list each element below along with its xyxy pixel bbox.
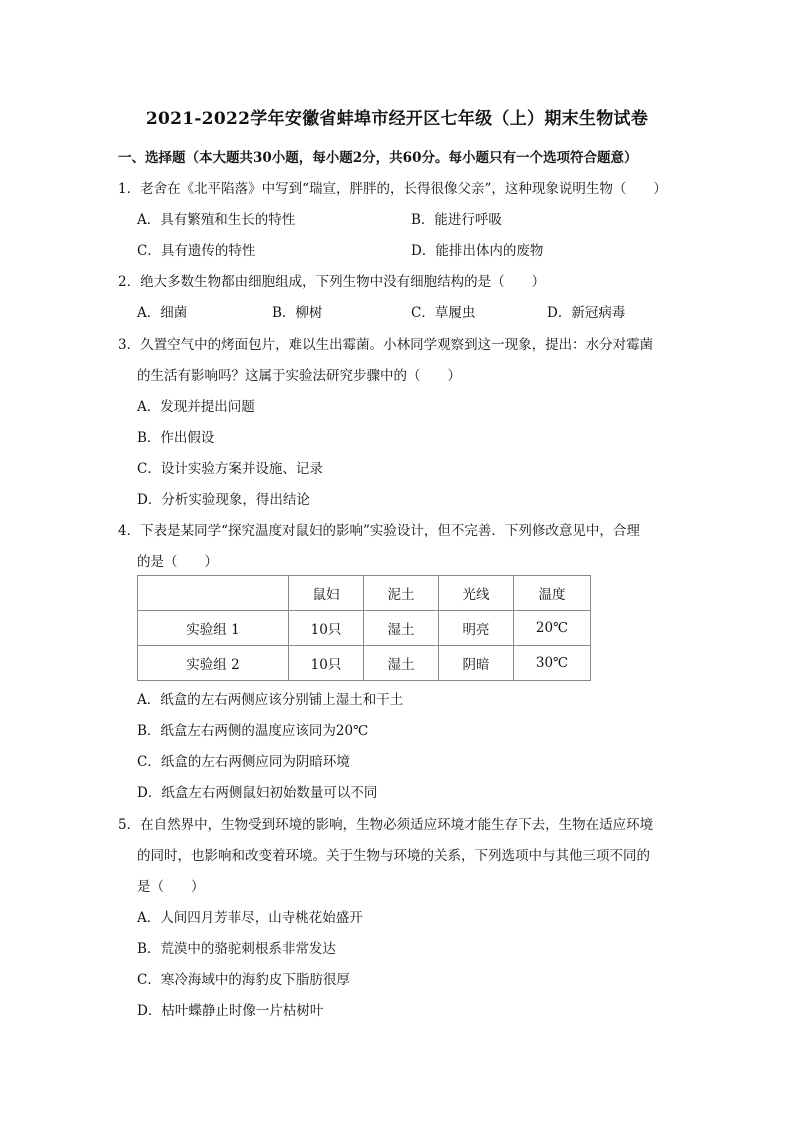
question-2-stem: 2．绝大多数生物都由细胞组成，下列生物中没有细胞结构的是（ ） <box>118 274 546 290</box>
question-1-option-c: C．具有遗传的特性 <box>137 243 256 259</box>
question-1-option-a: A．具有繁殖和生长的特性 <box>137 212 296 228</box>
question-3-option-c: C．设计实验方案并设施、记录 <box>137 461 323 477</box>
table-cell: 湿土 <box>364 646 439 681</box>
section-heading: 一、选择题（本大题共30小题，每小题2分，共60分。每小题只有一个选项符合题意） <box>118 150 638 166</box>
table-row <box>138 646 591 681</box>
table-cell: 实验组 1 <box>138 611 289 646</box>
question-4-option-b: B．纸盒左右两侧的温度应该同为20℃ <box>137 723 369 739</box>
question-4-stem-line-1: 4．下表是某同学“探究温度对鼠妇的影响”实验设计，但不完善．下列修改意见中，合理 <box>118 523 640 539</box>
question-5-option-b: B．荒漠中的骆驼刺根系非常发达 <box>137 941 336 957</box>
table-header-cell: 光线 <box>439 576 514 611</box>
table-cell: 阴暗 <box>439 646 514 681</box>
table-header-cell: 鼠妇 <box>289 576 364 611</box>
question-5-option-c: C．寒冷海域中的海豹皮下脂肪很厚 <box>137 972 350 988</box>
question-4-option-c: C．纸盒的左右两侧应同为阴暗环境 <box>137 754 350 770</box>
table-cell: 30℃ <box>514 646 591 681</box>
question-2-option-d: D．新冠病毒 <box>547 305 626 321</box>
page-title: 2021-2022学年安徽省蚌埠市经开区七年级（上）期末生物试卷 <box>145 109 649 129</box>
table-header-cell: 温度 <box>514 576 591 611</box>
experiment-table <box>137 575 591 681</box>
question-2-option-a: A．细菌 <box>137 305 188 321</box>
question-5-stem-line-1: 5．在自然界中，生物受到环境的影响，生物必须适应环境才能生存下去，生物在适应环境 <box>118 817 654 833</box>
question-1-option-d: D．能排出体内的废物 <box>411 243 544 259</box>
question-2-option-b: B．柳树 <box>272 305 323 321</box>
question-3-stem-line-2: 的生活有影响吗？这属于实验法研究步骤中的（ ） <box>137 368 461 384</box>
question-5-stem-line-3: 是（ ） <box>137 879 205 895</box>
table-cell: 10只 <box>289 611 364 646</box>
table-cell: 实验组 2 <box>138 646 289 681</box>
table-cell: 20℃ <box>514 611 591 646</box>
question-5-option-d: D．枯叶蝶静止时像一片枯树叶 <box>137 1003 324 1019</box>
question-3-option-b: B．作出假设 <box>137 430 215 446</box>
question-2-option-c: C．草履虫 <box>411 305 476 321</box>
question-3-option-a: A．发现并提出问题 <box>137 399 255 415</box>
question-5-stem-line-2: 的同时，也影响和改变着环境。关于生物与环境的关系，下列选项中与其他三项不同的 <box>137 848 650 864</box>
table-row <box>138 611 591 646</box>
question-3-option-d: D．分析实验现象，得出结论 <box>137 492 310 508</box>
question-4-option-a: A．纸盒的左右两侧应该分别铺上湿土和干土 <box>137 692 404 708</box>
table-header-cell <box>138 576 289 611</box>
table-cell: 10只 <box>289 646 364 681</box>
question-5-option-a: A．人间四月芳菲尽，山寺桃花始盛开 <box>137 910 363 926</box>
table-header-row <box>138 576 591 611</box>
table-header-cell: 泥土 <box>364 576 439 611</box>
table-cell: 明亮 <box>439 611 514 646</box>
question-1-stem: 1．老舍在《北平陷落》中写到“瑞宣，胖胖的，长得很像父亲”，这种现象说明生物（ ） <box>118 181 667 197</box>
question-4-stem-line-2: 的是（ ） <box>137 554 218 570</box>
question-3-stem-line-1: 3．久置空气中的烤面包片，难以生出霉菌。小林同学观察到这一现象，提出：水分对霉菌 <box>118 337 654 353</box>
table-cell: 湿土 <box>364 611 439 646</box>
question-4-option-d: D．纸盒左右两侧鼠妇初始数量可以不同 <box>137 785 378 801</box>
question-1-option-b: B．能进行呼吸 <box>411 212 502 228</box>
